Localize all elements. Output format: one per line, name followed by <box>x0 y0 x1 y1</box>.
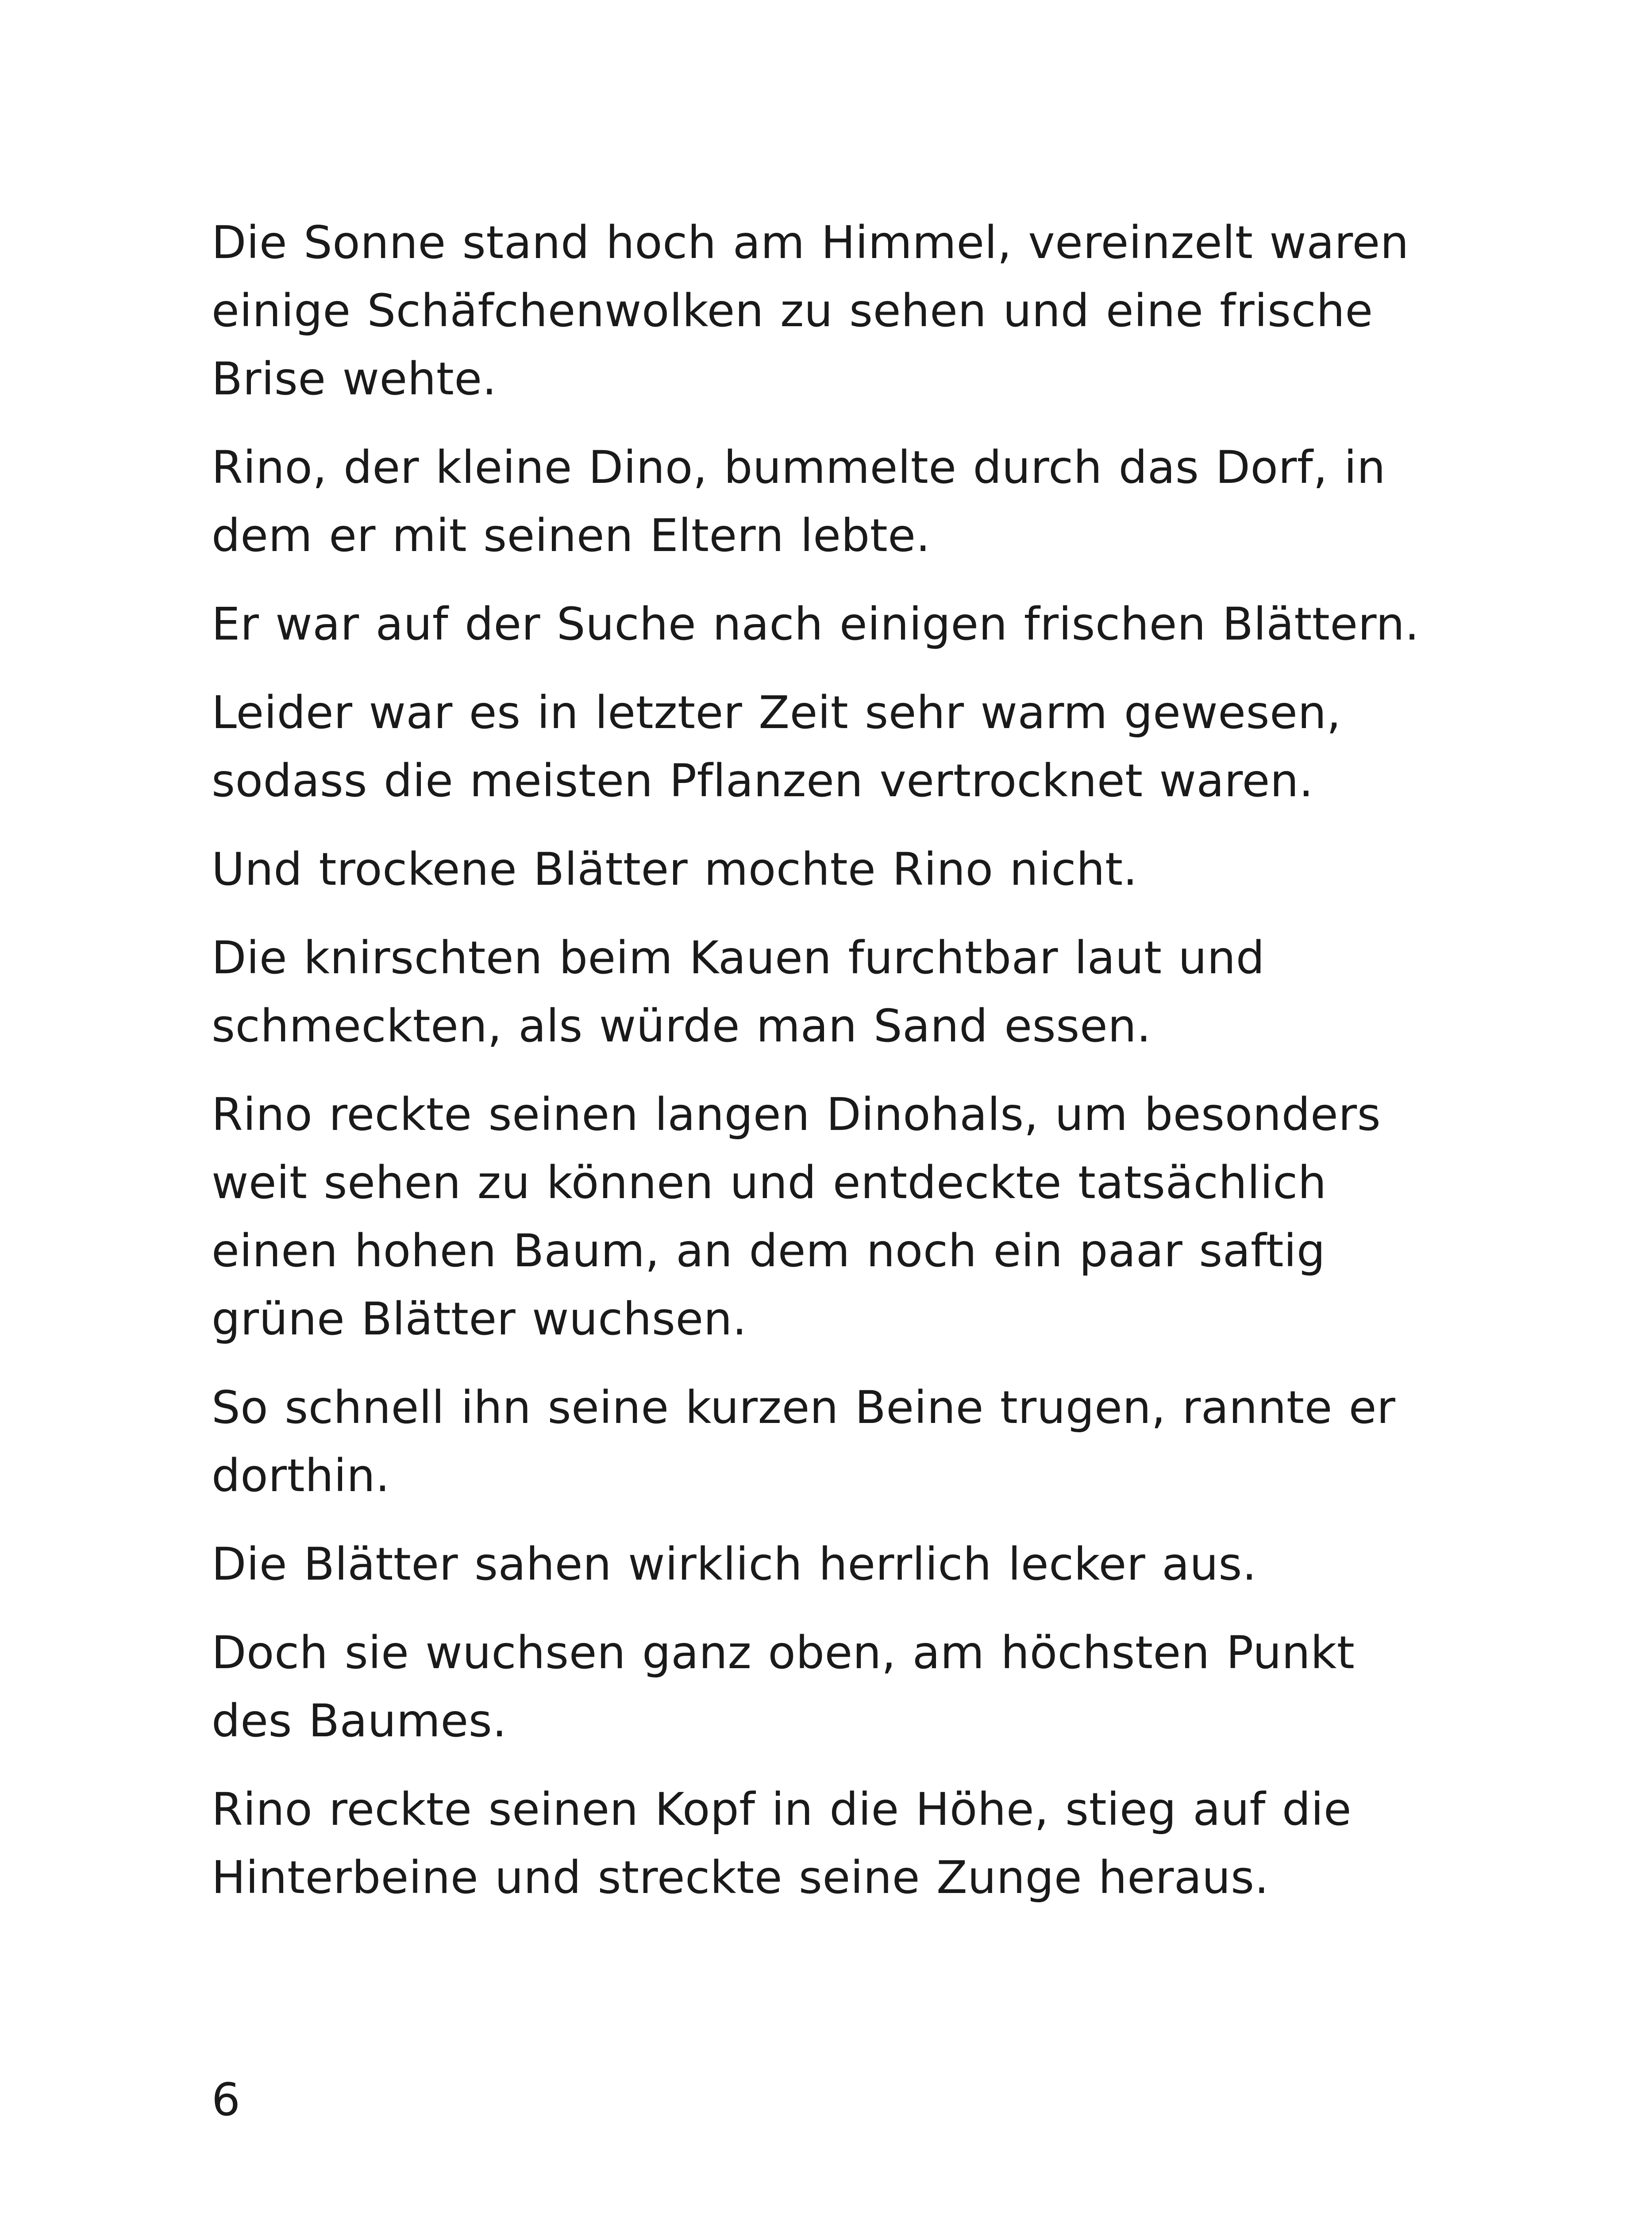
paragraph-6: Die knirschten beim Kauen furchtbar laut und schmeckten, als würde man Sand essen. <box>212 932 1265 1053</box>
paragraph-8: So schnell ihn seine kurzen Beine trugen, rannte er dorthin. <box>212 1381 1396 1502</box>
page-number: 6 <box>212 2074 240 2126</box>
paragraph-7: Rino reckte seinen langen Dinohals, um besonders weit sehen zu können und entdeckte tatsächlich einen hohen Baum, an dem noch ein paar saftig grüne Blätter wuchsen. <box>212 1088 1381 1346</box>
paragraph-10: Doch sie wuchsen ganz oben, am höchsten Punkt des Baumes. <box>212 1627 1355 1747</box>
paragraph-1: Die Sonne stand hoch am Himmel, vereinzelt waren einige Schäfchenwolken zu sehen und eine frische Brise wehte. <box>212 216 1409 405</box>
paragraph-4: Leider war es in letzter Zeit sehr warm gewesen, sodass die meisten Pflanzen vertrocknet waren. <box>212 686 1341 807</box>
paragraph-5: Und trockene Blätter mochte Rino nicht. <box>212 843 1138 896</box>
story-text <box>212 209 1433 1932</box>
paragraph-9: Die Blätter sahen wirklich herrlich lecker aus. <box>212 1538 1257 1591</box>
paragraph-3: Er war auf der Suche nach einigen frischen Blättern. <box>212 598 1420 651</box>
paragraph-11: Rino reckte seinen Kopf in die Höhe, stieg auf die Hinterbeine und streckte seine Zunge heraus. <box>212 1783 1352 1904</box>
paragraph-2: Rino, der kleine Dino, bummelte durch das Dorf, in dem er mit seinen Eltern lebte. <box>212 441 1386 562</box>
